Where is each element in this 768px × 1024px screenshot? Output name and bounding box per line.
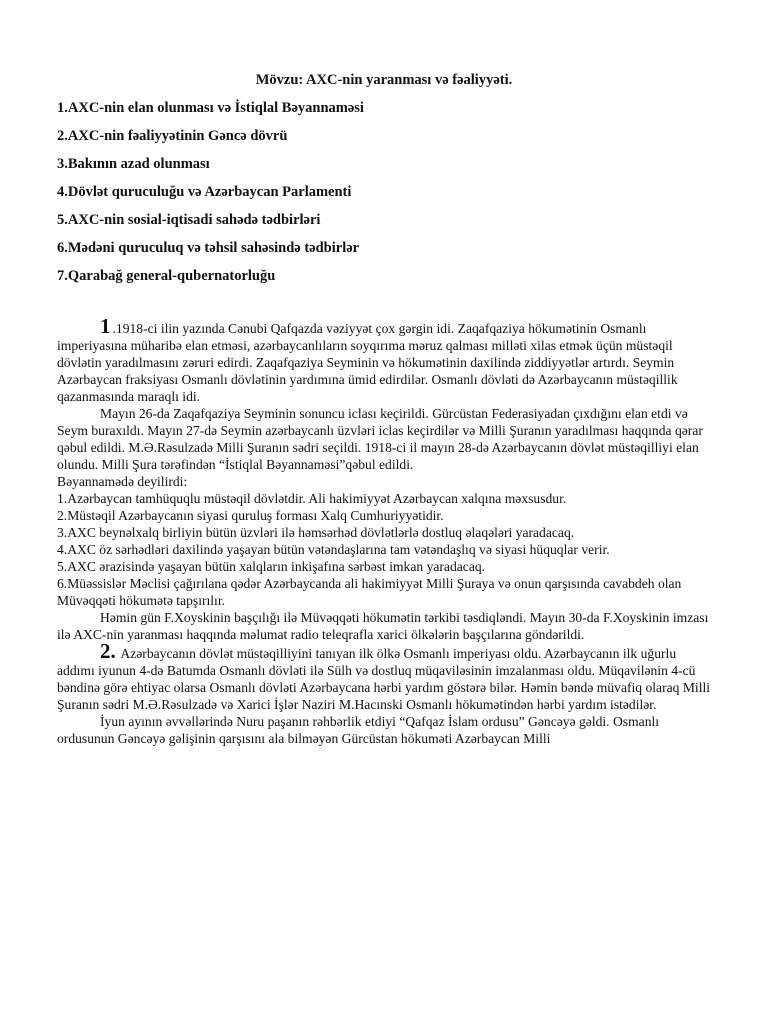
toc-item: 1.AXC-nin elan olunması və İstiqlal Bəyannaməsi (57, 100, 364, 116)
toc-item: 7.Qarabağ general-qubernatorluğu (57, 268, 276, 284)
declaration-point: 3.AXC beynəlxalq birliyin bütün üzvləri ilə həmsərhəd dövlətlərlə dostluq əlaqələri yaradacaq. (57, 525, 575, 540)
declaration-intro: Bəyannamədə deyilirdi: (57, 474, 188, 489)
section-1-paragraph-3: Həmin gün F.Xoyskinin başçılığı ilə Müvəqqəti hökumətin tərkibi təsdiqləndi. Mayın 30-da F.Xoyskinin imzası ilə AXC-nin yaranması haqqında məlumat radio teleqrafla xarici ölkələrin başçılarına göndərildi. (57, 610, 709, 642)
declaration-point: 5.AXC ərazisində yaşayan bütün xalqların inkişafına sərbəst imkan yaradacaq. (57, 559, 486, 574)
section-1-number: 1 (100, 314, 111, 338)
section-2-paragraph-2: İyun ayının əvvəllərində Nuru paşanın rəhbərlik etdiyi “Qafqaz İslam ordusu” Gəncəyə gəldi. Osmanlı ordusunun Gəncəyə gəlişinin qarşısını ala bilməyən Gürcüstan hökuməti Azərbaycan Milli (57, 714, 660, 746)
toc-item: 2.AXC-nin fəaliyyətinin Gəncə dövrü (57, 128, 288, 144)
section-2-text: Azərbaycanın dövlət müstəqilliyini tanıyan ilk ölkə Osmanlı imperiyası oldu. Azərbaycanın ilk uğurlu addımı iyunun 4-də Batumda Osmanlı dövləti ilə Sülh və dostluq müqaviləsinin imzalanması oldu. Müqavilənin 4-cü bəndinə görə ehtiyac olarsa Osmanlı dövləti Azərbaycana hərbi yardım göstərə bilər. Həmin bəndə müvafiq olaraq Milli Şuranın sədri M.Ə.Rəsulzadə və Xarici İşlər Naziri M.Hacınski Osmanlı hökumətindən hərbi yardım istədilər. (57, 646, 711, 712)
toc-item: 6.Mədəni quruculuq və təhsil sahəsində tədbirlər (57, 240, 360, 256)
page-title: Mövzu: AXC-nin yaranması və fəaliyyəti. (255, 72, 513, 88)
section-2-paragraph (57, 639, 717, 713)
section-1-paragraph-2: Mayın 26-da Zaqafqaziya Seyminin sonuncu iclası keçirildi. Gürcüstan Federasiyadan çıxdığını elan etdi və Seym buraxıldı. Mayın 27-də Seymin azərbaycanlı üzvləri iclas keçirdilər və Milli Şuranın yaradılması haqqında qərar qəbul edildi. M.Ə.Rəsulzadə Milli Şuranın sədri seçildi. 1918-ci il mayın 28-də Azərbaycanın dövlət müstəqilliyi elan olundu. Milli Şura tərəfindən “İstiqlal Bəyannaməsi”qəbul edildi. (57, 406, 703, 472)
declaration-point: 6.Müəssislər Məclisi çağırılana qədər Azərbaycanda ali hakimiyyət Milli Şuraya və onun qarşısında cavabdeh olan Müvəqqəti hökumətə tapşırılır. (57, 576, 682, 608)
section-1-paragraph (57, 314, 717, 405)
toc-item: 5.AXC-nin sosial-iqtisadi sahədə tədbirləri (57, 212, 321, 228)
document-body (57, 314, 717, 747)
toc-item: 4.Dövlət quruculuğu və Azərbaycan Parlamenti (57, 184, 352, 200)
declaration-point: 2.Müstəqil Azərbaycanın siyasi quruluş forması Xalq Cumhuriyyətidir. (57, 508, 444, 523)
declaration-point: 1.Azərbaycan tamhüquqlu müstəqil dövlətdir. Ali hakimiyyət Azərbaycan xalqına məxsusdur. (57, 491, 567, 506)
declaration-point: 4.AXC öz sərhədləri daxilində yaşayan bütün vətəndaşlarına tam vətəndaşlıq və siyasi hüquqlar verir. (57, 542, 610, 557)
table-of-contents (57, 99, 737, 295)
section-2-number: 2. (100, 639, 116, 663)
toc-item: 3.Bakının azad olunması (57, 156, 210, 172)
section-1-text: .1918-ci ilin yazında Cənubi Qafqazda vəziyyət çox gərgin idi. Zaqafqaziya hökumətinin Osmanlı imperiyasına müharibə elan etməsi, azərbaycanlıların soyqırıma məruz qalması milləti xilas etmək üçün müstəqil dövlətin yaradılmasını zəruri edirdi. Zaqafqaziya Seyminin və hökumətinin daxilində ziddiyyətlər artırdı. Seymin Azərbaycan fraksiyası Osmanlı dövlətinin yardımına ümid edirdilər. Osmanlı dövləti də Azərbaycanın müstəqillik qazanmasında maraqlı idi. (57, 321, 678, 404)
